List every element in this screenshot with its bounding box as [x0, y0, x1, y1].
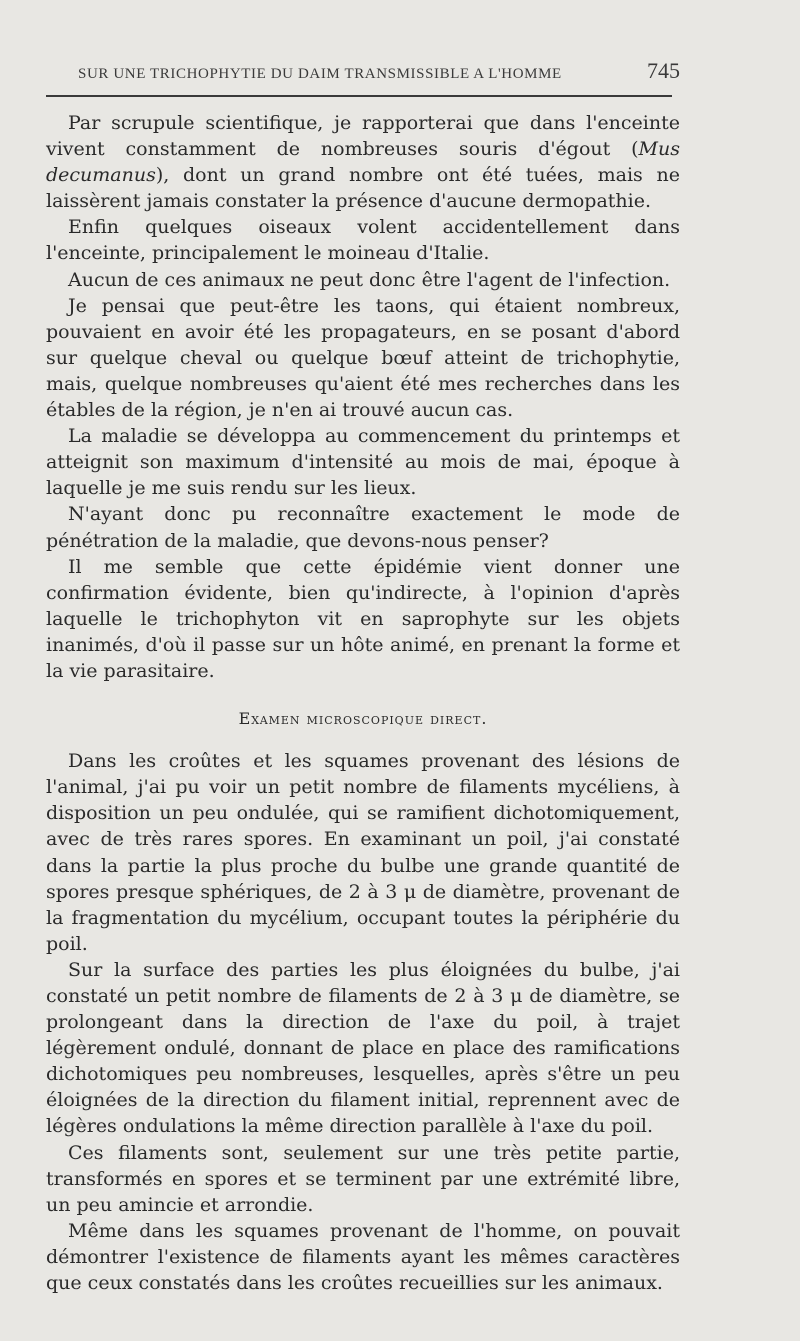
paragraph: Enfin quelques oiseaux volent accidentellement dans l'enceinte, principalement le moineau d'Italie. — [46, 216, 680, 265]
paragraph: Par scrupule scientifique, je rapporterai que dans l'enceinte vivent constamment de nombreuses souris d'égout (Mus decumanus), dont un grand nombre ont été tuées, mais ne laissèrent jamais constater la présence d'aucune dermopathie. — [46, 112, 680, 213]
paragraph: Il me semble que cette épidémie vient donner une confirmation évidente, bien qu'indirecte, à l'opinion d'après laquelle le trichophyton vit en saprophyte sur les objets inanimés, d'où il passe sur un hôte animé, en prenant la forme et la vie parasitaire. — [46, 555, 680, 682]
paragraph: Même dans les squames provenant de l'homme, on pouvait démontrer l'existence de filaments ayant les mêmes caractères que ceux constatés dans les croûtes recueillies sur les animaux. — [46, 1219, 680, 1295]
page-header — [78, 58, 680, 84]
italic-species-name: Mus decumanus — [46, 138, 680, 187]
section-heading: Examen microscopique direct. — [238, 709, 488, 729]
page-number: 745 — [647, 58, 680, 83]
paragraph: Je pensai que peut-être les taons, qui étaient nombreux, pouvaient en avoir été les propagateurs, en se posant d'abord sur quelque cheval ou quelque bœuf atteint de trichophytie, mais, quelque nombreuses qu'aient été mes recherches dans les étables de la région, je n'en ai trouvé aucun cas. — [46, 294, 680, 422]
body-text — [46, 110, 680, 1296]
paragraph: N'ayant donc pu reconnaître exactement le mode de pénétration de la maladie, que devons-nous penser? — [46, 503, 680, 552]
paragraph: Ces filaments sont, seulement sur une très petite partie, transformés en spores et se terminent par une extrémité libre, un peu amincie et arrondie. — [46, 1141, 680, 1216]
paragraph: Aucun de ces animaux ne peut donc être l'agent de l'infection. — [68, 268, 671, 291]
paragraph: Dans les croûtes et les squames provenant des lésions de l'animal, j'ai pu voir un petit nombre de filaments mycéliens, à disposition un peu ondulée, qui se ramifient dichotomiquement, avec de très rares spores. En examinant un poil, j'ai constaté dans la partie la plus proche du bulbe une grande quantité de spores presque sphériques, de 2 à 3 μ de diamètre, provenant de la fragmentation du mycélium, occupant toutes la périphérie du poil. — [46, 750, 680, 955]
running-title: SUR UNE TRICHOPHYTIE DU DAIM TRANSMISSIBLE A L'HOMME — [78, 66, 562, 82]
paragraph: La maladie se développa au commencement du printemps et atteignit son maximum d'intensité au mois de mai, époque à laquelle je me suis rendu sur les lieux. — [46, 425, 680, 500]
header-rule — [46, 95, 672, 97]
paragraph: Sur la surface des parties les plus éloignées du bulbe, j'ai constaté un petit nombre de filaments de 2 à 3 μ de diamètre, se prolongeant dans la direction de l'axe du poil, à trajet légèrement ondulé, donnant de place en place des ramifications dichotomiques peu nombreuses, lesquelles, après s'être un peu éloignées de la direction du filament initial, reprennent avec de légères ondulations la même direction parallèle à l'axe du poil. — [46, 958, 680, 1138]
